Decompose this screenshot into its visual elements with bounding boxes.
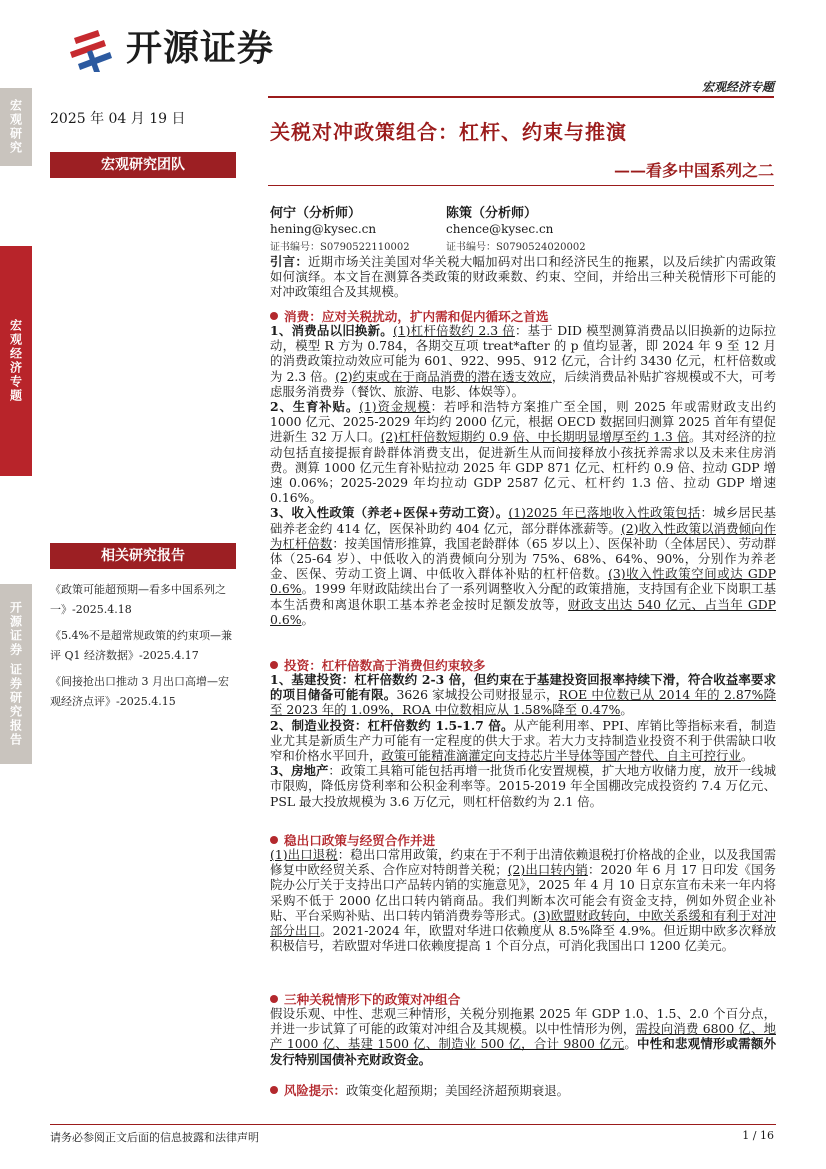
paragraph: 3、收入性政策（养老+医保+劳动工资）。(1)2025 年已落地收入性政策包括：城乡居民基础养老金约 414 亿，医保补助约 404 亿元，部分群体涨薪等。(2)收入性政策以消费倾向作为杠杆倍数：按美国情形推算，我国老龄群体（65 岁以上）、医保补助（全体居民）、劳动群体（25-64 岁）、中低收入的消费倾向分别为 75%、68%、64%、90%，分别作为养老金、医保、劳动工资上调、中低收入群体补贴的杠杆倍数。(3)收入性政策空间或达 GDP 0.6%。1999 年财政陆续出台了一系列调整收入分配的政策措施，支持国有企业下岗职工基本生活费和离退休职工基本养老金按时足额发放等，财政支出达 540 亿元、占当年 GDP 0.6%。	[270, 505, 777, 627]
analyst-cert: 证书编号：S0790522110002	[270, 242, 410, 253]
logo-text: 开源证券	[126, 28, 275, 69]
section-body-investment	[270, 672, 776, 809]
paragraph: 1、基建投资：杠杆倍数约 2-3 倍，但约束在于基建投资回报率持续下滑，符合收益率要求的项目储备可能有限。3626 家城投公司财报显示，ROE 中位数已从 2014 年的 2.87%降至 2023 年的 1.09%，ROA 中位数相应从 1.58%降至 0.47%。	[270, 672, 776, 718]
section-heading-exports: 稳出口政策与经贸合作并进	[270, 830, 435, 849]
company-logo	[70, 22, 330, 78]
intro-label: 引言：	[270, 254, 308, 269]
analyst-name: 何宁（分析师）	[270, 206, 362, 221]
sidebar-tag-macro-research: 宏观研究	[0, 88, 32, 166]
team-heading: 宏观研究团队	[50, 152, 236, 178]
section-heading-investment: 投资：杠杆倍数高于消费但约束较多	[270, 655, 486, 674]
paragraph: 3、房地产：政策工具箱可能包括再增一批货币化安置规模，扩大地方收储力度，放开一线城市限购，降低房贷利率和公积金利率等。2015-2019 年全国棚改完成投资约 7.4 万亿元、PSL 最大投放规模为 3.6 万亿元，则杠杆倍数约为 2.1 倍。	[270, 763, 776, 809]
section-heading-consumption: 消费：应对关税扰动，扩内需和促内循环之首选	[270, 306, 548, 325]
bullet-icon	[270, 836, 278, 844]
related-report-item[interactable]: 《政策可能超预期—看多中国系列之一》-2025.4.18	[50, 583, 226, 616]
analyst-cert: 证书编号：S0790524020002	[446, 242, 586, 253]
bullet-icon	[270, 312, 278, 320]
footer-disclaimer: 请务必参阅正文后面的信息披露和法律声明	[50, 1131, 259, 1144]
paragraph: 假设乐观、中性、悲观三种情形，关税分别拖累 2025 年 GDP 1.0、1.5、2.0 个百分点，并进一步试算了可能的政策对冲组合及其规模。以中性情形为例，需投向消费 6800 亿、地产 1000 亿、基建 1500 亿、制造业 500 亿，合计 9800 亿元。中性和悲观情形或需额外发行特别国债补充财政资金。	[270, 1006, 776, 1067]
page-number: 1 / 16	[742, 1129, 774, 1142]
bullet-icon	[270, 1086, 278, 1094]
title-divider	[268, 185, 774, 186]
paragraph: 2、制造业投资：杠杆倍数约 1.5-1.7 倍。从产能利用率、PPI、库销比等指标来看，制造业尤其是新质生产力可能有一定程度的供大于求。若大力支持制造业投资不利于供需缺口收窄和价格水平回升，政策可能精准滴灌定向支持芯片半导体等国产替代、自主可控行业。	[270, 717, 776, 764]
report-title: 关税对冲政策组合：杠杆、约束与推演	[270, 120, 627, 144]
report-type: 宏观经济专题	[701, 80, 774, 94]
logo-mark-icon	[70, 28, 120, 72]
sidebar-tag-brokerage: 开源证券 证券研究报告	[0, 584, 32, 764]
intro-paragraph	[270, 254, 776, 300]
header-divider	[268, 96, 774, 98]
sidebar-tag-macro-topic: 宏观经济专题	[0, 246, 32, 476]
related-reports-list	[50, 580, 236, 718]
section-body-exports	[270, 847, 776, 953]
report-date: 2025 年 04 月 19 日	[50, 111, 186, 127]
risk-label: 风险提示：	[284, 1083, 346, 1098]
risk-text: 政策变化超预期；美国经济超预期衰退。	[345, 1083, 569, 1098]
related-reports-heading: 相关研究报告	[50, 543, 236, 569]
paragraph: (1)出口退税：稳出口常用政策，约束在于不利于出清依赖退税打价格战的企业，以及我国需修复中欧经贸关系、合作应对特朗普关税；(2)出口转内销：2020 年 6 月 17 日印发《国务院办公厅关于支持出口产品转内销的实施意见》，2025 年 4 月 10 日京东宣布未来一年内将采购不低于 2000 亿出口转内销商品。我们判断本次可能会有资金支持，例如外贸企业补贴、平台采购补贴、出口转内销消费券等形式。(3)欧盟财政转向，中欧关系缓和有利于对冲部分出口。2021-2024 年，欧盟对华进口依赖度从 8.5%降至 4.9%。但近期中欧多次释放积极信号，若欧盟对华进口依赖度提高 1 个百分点，可消化我国出口 1200 亿美元。	[270, 847, 776, 954]
analyst-email[interactable]: hening@kysec.cn	[270, 222, 377, 236]
analyst-email[interactable]: chence@kysec.cn	[446, 222, 554, 236]
related-report-item[interactable]: 《间接抢出口推动 3 月出口高增—宏观经济点评》-2025.4.15	[50, 675, 229, 708]
footer-divider	[50, 1124, 776, 1125]
bullet-icon	[270, 995, 278, 1003]
risk-warning	[270, 1081, 569, 1099]
section-body-scenarios	[270, 1006, 776, 1067]
paragraph: 1、消费品以旧换新。(1)杠杆倍数约 2.3 倍：基于 DID 模型测算消费品以旧换新的边际拉动，模型 R 方为 0.784，各期交互项 treat*after 的 p 值均显著，即 2024 年 9 至 12 月的消费政策拉动效应可能为 601、922、995、912 亿元，合计约 3430 亿元，杠杆倍数或为 2.3 倍。(2)约束或在于商品消费的潜在透支效应，后续消费品补贴扩容规模或不大，可考虑服务消费券（餐饮、旅游、电影、体娱等）。	[270, 323, 777, 399]
section-heading-scenarios: 三种关税情形下的政策对冲组合	[270, 989, 460, 1008]
paragraph: 2、生育补贴。(1)资金规模：若呼和浩特方案推广至全国，则 2025 年或需财政支出约 1000 亿元、2025-2029 年均约 2000 亿元，根据 OECD 数据回归测算 2025 首年有望促进新生 32 万人口。(2)杠杆倍数短期约 0.9 倍、中长期明显增厚至约 1.3 倍。其对经济的拉动包括直接提振育龄群体消费支出，促进新生从而间接释放小孩抚养需求以及未来住房消费。测算 1000 亿元生育补贴拉动 2025 年 GDP 871 亿元、杠杆约 0.9 倍、拉动 GDP 增速 0.06%；2025-2029 年均拉动 GDP 2587 亿元、杠杆约 1.3 倍、拉动 GDP 增速 0.16%。	[270, 399, 777, 506]
analyst-name: 陈策（分析师）	[446, 206, 538, 221]
bullet-icon	[270, 661, 278, 669]
report-subtitle: ——看多中国系列之二	[613, 161, 774, 180]
section-body-consumption	[270, 323, 776, 627]
intro-text: 近期市场关注美国对华关税大幅加码对出口和经济民生的拖累，以及后续扩内需政策如何演绎。本文旨在测算各类政策的财政乘数、约束、空间，并给出三种关税情形下可能的对冲政策组合及其规模。	[270, 254, 777, 300]
related-report-item[interactable]: 《5.4%不是超常规政策的约束项—兼评 Q1 经济数据》-2025.4.17	[50, 629, 232, 662]
